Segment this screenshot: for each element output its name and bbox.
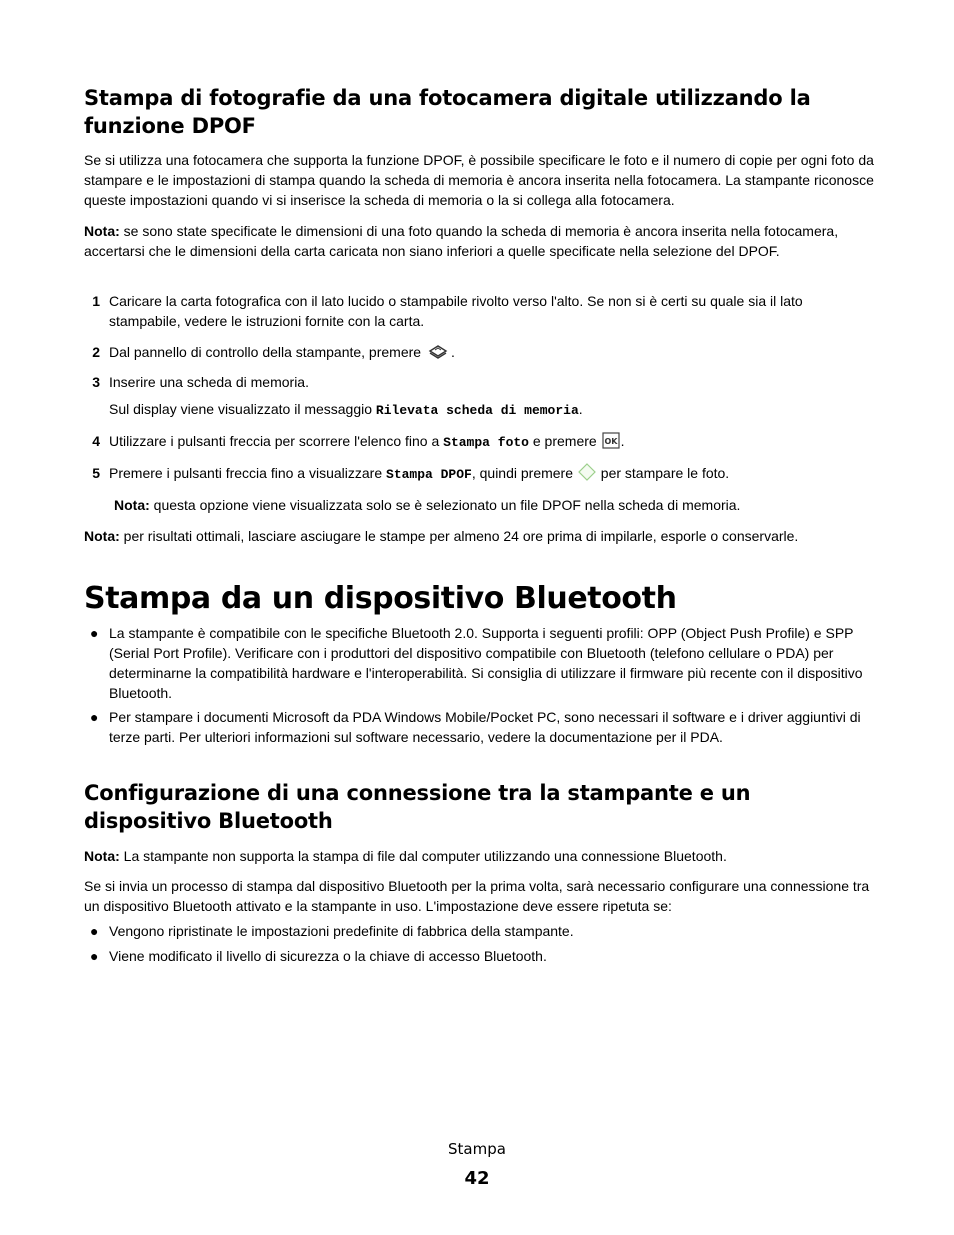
- bullet-dot: ●: [90, 625, 99, 641]
- step-3-sub-before: Sul display viene visualizzato il messaggio: [109, 401, 376, 417]
- section1-intro: Se si utilizza una fotocamera che supporta la funzione DPOF, è possibile specificare le foto e il numero di copie per ogni foto da stampare e le impostazioni di stampa quando la scheda di memoria è ancora inserita nella fotocamera. La stampante riconosce queste impostazioni quando vi si inserisce la scheda di memoria o la si collega alla fotocamera.: [84, 152, 874, 208]
- note-label: Nota:: [84, 848, 120, 864]
- section1-note2: [114, 495, 874, 515]
- section3-bullet-1: Vengono ripristinate le impostazioni predefinite di fabbrica della stampante.: [109, 923, 574, 939]
- step-number: 2: [92, 344, 100, 360]
- step-1-text: Caricare la carta fotografica con il lato lucido o stampabile rivolto verso l'alto. Se non si è certi su quale sia il lato stampabile, vedere le istruzioni fornite con la carta.: [109, 293, 803, 329]
- step-5-before: Premere i pulsanti freccia fino a visualizzare: [109, 465, 387, 481]
- bullet-dot: ●: [90, 948, 99, 964]
- step-4-before: Utilizzare i pulsanti freccia per scorrere l'elenco fino a: [109, 433, 444, 449]
- section1-note3: [84, 526, 874, 546]
- note-label: Nota:: [84, 223, 120, 239]
- section3-note: [84, 846, 874, 866]
- step-5-mid: , quindi premere: [471, 465, 577, 481]
- step-3-text: Inserire una scheda di memoria.: [109, 374, 309, 390]
- step-2-before: Dal pannello di controllo della stampante, premere: [109, 344, 425, 360]
- step-number: 4: [92, 433, 100, 449]
- page-number: 42: [464, 1168, 490, 1189]
- step-number: 1: [92, 293, 100, 309]
- menu-option: Stampa foto: [443, 435, 529, 450]
- section3-title: Configurazione di una connessione tra la stampante e un dispositivo Bluetooth: [84, 781, 751, 833]
- step-3-sub: [109, 399, 874, 421]
- step-5-text: [109, 463, 874, 486]
- step-2-text: [109, 342, 874, 365]
- step-4-text: [109, 431, 874, 454]
- step-4-after: .: [620, 433, 625, 449]
- section2-bullet-2: Per stampare i documenti Microsoft da PDA Windows Mobile/Pocket PC, sono necessari il software e i driver aggiuntivi di terze parti. Per ulteriori informazioni sul software necessario, vedere la documentazione per il PDA.: [109, 709, 861, 745]
- bullet-dot: ●: [90, 923, 99, 939]
- section2-title: Stampa da un dispositivo Bluetooth: [84, 581, 677, 616]
- step-5-after: per stampare le foto.: [596, 465, 730, 481]
- step-3-sub-after: .: [578, 401, 583, 417]
- note-text: La stampante non supporta la stampa di file dal computer utilizzando una connessione Bluetooth.: [119, 848, 727, 864]
- svg-text:OK: OK: [604, 437, 618, 446]
- note-label: Nota:: [84, 528, 120, 544]
- start-diamond-icon: [578, 463, 596, 486]
- step-number: 5: [92, 465, 100, 481]
- note-text: questa opzione viene visualizzata solo se è selezionato un file DPOF nella scheda di memoria.: [149, 497, 741, 513]
- note-text: per risultati ottimali, lasciare asciugare le stampe per almeno 24 ore prima di impilarle, esporle o conservarle.: [119, 528, 799, 544]
- section3-intro: Se si invia un processo di stampa dal dispositivo Bluetooth per la prima volta, sarà necessario configurare una connessione tra un dispositivo Bluetooth attivato e la stampante in uso. L'impostazione deve essere ripetuta se:: [84, 878, 870, 914]
- footer-section-label: Stampa: [448, 1140, 506, 1158]
- note-text: se sono state specificate le dimensioni di una foto quando la scheda di memoria è ancora inserita nella fotocamera, accertarsi che le dimensioni della carta caricata non siano inferiori a quelle specificate nella selezione del DPOF.: [84, 223, 839, 259]
- section3-bullet-2: Viene modificato il livello di sicurezza o la chiave di accesso Bluetooth.: [109, 948, 547, 964]
- section2-bullet-1: La stampante è compatibile con le specifiche Bluetooth 2.0. Supporta i seguenti profili: OPP (Object Push Profile) e SPP (Serial Port Profile). Verificare con i produttori del dispositivo compatibile con Bluetooth (telefono cellulare o PDA) per determinarne la compatibilità hardware e l'interoperabilità. Si consiglia di utilizzare il firmware più recente con il dispositivo Bluetooth.: [109, 625, 863, 701]
- menu-option: Stampa DPOF: [386, 467, 472, 482]
- ok-button-icon: [602, 432, 620, 454]
- bullet-dot: ●: [90, 709, 99, 725]
- photo-card-icon: [426, 342, 450, 365]
- step-4-mid: e premere: [528, 433, 601, 449]
- step-2-after: .: [450, 344, 455, 360]
- step-number: 3: [92, 374, 100, 390]
- display-message: Rilevata scheda di memoria: [375, 403, 579, 418]
- note-label: Nota:: [114, 497, 150, 513]
- section1-title: Stampa di fotografie da una fotocamera digitale utilizzando la funzione DPOF: [84, 86, 811, 138]
- section1-note1: [84, 221, 874, 261]
